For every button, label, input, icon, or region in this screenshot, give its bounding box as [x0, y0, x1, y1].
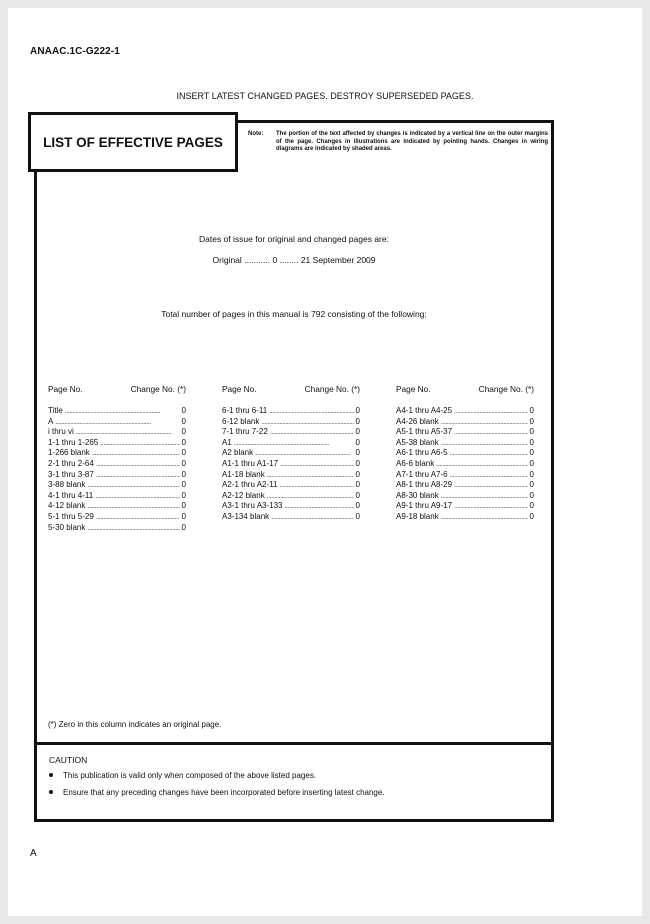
total-pages-line: Total number of pages in this manual is 792 consisting of the following: [161, 309, 427, 319]
page-range: 6-1 thru 6-11 [222, 406, 268, 415]
column-header [222, 384, 360, 394]
change-number: 0 [355, 416, 360, 426]
dot-leader [95, 492, 179, 503]
page-range: A5-38 blank [396, 437, 439, 447]
page-range: 3-1 thru 3-87 [48, 469, 94, 479]
page-entry-row [222, 501, 360, 512]
page-range: 6-12 blank [222, 416, 260, 426]
page-range: 1-1 thru 1-265 [48, 437, 99, 447]
dot-leader [441, 492, 528, 503]
page-entry-row [222, 470, 360, 481]
page-range: 7-1 thru 7-22 [222, 427, 268, 437]
page-range: i thru vi [48, 427, 74, 437]
page-range: A1 [222, 437, 232, 447]
change-number: 0 [529, 416, 534, 426]
page-entry-row [396, 491, 534, 502]
page-range: Title [48, 406, 63, 415]
page-entry-row [222, 480, 360, 491]
caution-item [49, 771, 385, 780]
change-number: 0 [529, 406, 534, 415]
dot-leader [87, 481, 179, 492]
page-range: A9-1 thru A9-17 [396, 501, 453, 511]
change-number: 0 [181, 427, 186, 437]
dot-leader [441, 418, 528, 429]
page-range: 5-30 blank [48, 522, 86, 532]
change-number: 0 [529, 480, 534, 490]
dot-leader [92, 449, 180, 460]
dot-leader [441, 513, 528, 524]
page-range: A2 blank [222, 448, 254, 458]
page-range: A4-26 blank [396, 416, 439, 426]
note-label: Note: [248, 131, 264, 137]
dot-leader [100, 439, 179, 450]
page-range: A [48, 416, 54, 426]
dot-leader [441, 439, 528, 450]
page-range: 4-12 blank [48, 501, 86, 511]
dot-leader [96, 471, 180, 482]
change-number: 0 [181, 522, 186, 532]
page-range: A2-1 thru A2-11 [222, 480, 278, 490]
dot-leader [450, 471, 528, 482]
page-entry-row [222, 512, 360, 523]
page-entry-row [396, 448, 534, 459]
dot-leader [284, 502, 353, 513]
dot-leader [96, 513, 180, 524]
page-range: A6-6 blank [396, 458, 435, 468]
page-no-header: Page No. [222, 384, 257, 394]
change-number: 0 [355, 480, 360, 490]
change-no-header: Change No. (*) [478, 384, 534, 394]
caution-item [49, 788, 385, 797]
document-page [8, 8, 642, 916]
dot-leader [269, 407, 353, 418]
column-header [48, 384, 186, 394]
bullet-icon [49, 790, 53, 794]
page-title: LIST OF EFFECTIVE PAGES [43, 134, 223, 150]
change-no-header: Change No. (*) [304, 384, 360, 394]
change-number: 0 [355, 437, 360, 447]
change-number: 0 [529, 501, 534, 511]
page-no-header: Page No. [396, 384, 431, 394]
column-header [396, 384, 534, 394]
page-entry-row [222, 427, 360, 438]
page-range: A3-134 blank [222, 511, 270, 521]
dot-leader [454, 407, 528, 418]
page-entry-row [48, 417, 186, 428]
page-entry-row [48, 459, 186, 470]
page-entry-row [48, 438, 186, 449]
page-range: A9-18 blank [396, 511, 439, 521]
insert-instruction: INSERT LATEST CHANGED PAGES. DESTROY SUPERSEDED PAGES. [176, 91, 474, 101]
page-entry-row [48, 406, 186, 417]
change-number: 0 [355, 511, 360, 521]
dot-leader [87, 502, 179, 513]
change-number: 0 [181, 458, 186, 468]
page-range: A2-12 blank [222, 490, 265, 500]
page-range: A3-1 thru A3-133 [222, 501, 283, 511]
page-entry-row [222, 406, 360, 417]
page-range: A1-1 thru A1-17 [222, 458, 279, 468]
change-number: 0 [355, 427, 360, 437]
dot-leader [436, 460, 527, 471]
page-entry-row [222, 491, 360, 502]
change-number: 0 [181, 501, 186, 511]
dot-leader [267, 471, 354, 482]
page-entry-row [222, 417, 360, 428]
dates-heading: Dates of issue for original and changed pages are: [199, 234, 389, 244]
pages-column-2 [222, 384, 360, 523]
page-entry-row [222, 438, 360, 449]
change-number: 0 [529, 458, 534, 468]
change-number: 0 [181, 480, 186, 490]
change-number: 0 [355, 490, 360, 500]
change-number: 0 [181, 490, 186, 500]
change-number: 0 [355, 458, 360, 468]
pages-column-1 [48, 384, 186, 533]
caution-box [34, 742, 554, 822]
change-number: 0 [181, 511, 186, 521]
title-box [28, 112, 238, 172]
page-entry-row [396, 438, 534, 449]
caution-title: CAUTION [49, 755, 88, 765]
page-range: A5-1 thru A5-37 [396, 427, 453, 437]
page-range: 5-1 thru 5-29 [48, 511, 94, 521]
page-no-header: Page No. [48, 384, 83, 394]
page-range: 1-266 blank [48, 448, 90, 458]
change-number: 0 [181, 469, 186, 479]
page-range: A8-30 blank [396, 490, 439, 500]
page-entry-row [396, 470, 534, 481]
change-number: 0 [529, 448, 534, 458]
change-number: 0 [529, 490, 534, 500]
change-number: 0 [355, 469, 360, 479]
page-entry-row [48, 491, 186, 502]
caution-list [49, 771, 385, 805]
change-number: 0 [181, 448, 186, 458]
change-number: 0 [181, 416, 186, 426]
dot-leader [87, 524, 179, 535]
dot-leader [450, 449, 528, 460]
document-id: ANAAC.1C-G222-1 [30, 46, 120, 57]
change-number: 0 [355, 448, 360, 458]
dot-leader [270, 428, 354, 439]
change-number: 0 [529, 427, 534, 437]
note-text: The portion of the text affected by changes is indicated by a vertical line on the outer margins of the page. Changes in illustrations are indicated by pointing hands. Changes in wiring diagrams are indicated by shaded areas. [276, 131, 548, 152]
page-range: A7-1 thru A7-6 [396, 469, 448, 479]
dot-leader [454, 428, 528, 439]
caution-item-text: This publication is valid only when composed of the above listed pages. [63, 771, 317, 780]
page-entry-row [396, 427, 534, 438]
dot-leader [279, 481, 353, 492]
original-issue-line: Original ........... 0 ........ 21 September 2009 [212, 255, 376, 265]
dot-leader [271, 513, 353, 524]
page-range: A6-1 thru A6-5 [396, 448, 448, 458]
page-range: 2-1 thru 2-64 [48, 458, 94, 468]
page-entry-row [48, 512, 186, 523]
page-number: A [30, 848, 37, 859]
page-range: A4-1 thru A4-25 [396, 406, 453, 415]
page-entry-row [396, 501, 534, 512]
change-number: 0 [529, 511, 534, 521]
page-entry-row [396, 406, 534, 417]
page-range: A1-18 blank [222, 469, 265, 479]
page-range: 3-88 blank [48, 480, 86, 490]
change-no-header: Change No. (*) [130, 384, 186, 394]
page-entry-row [48, 448, 186, 459]
page-range: 4-1 thru 4-11 [48, 490, 94, 500]
page-entry-row [222, 459, 360, 470]
dot-leader [96, 460, 180, 471]
change-number: 0 [181, 437, 186, 447]
page-entry-row [396, 417, 534, 428]
change-number: 0 [529, 437, 534, 447]
dot-leader [454, 502, 528, 513]
dot-leader [280, 460, 354, 471]
dot-leader [454, 481, 528, 492]
pages-column-3 [396, 384, 534, 523]
page-entry-row [222, 448, 360, 459]
page-range: A8-1 thru A8-29 [396, 480, 453, 490]
caution-item-text: Ensure that any preceding changes have been incorporated before inserting latest change. [63, 788, 385, 797]
change-number: 0 [181, 406, 186, 415]
page-entry-row [396, 480, 534, 491]
change-number: 0 [529, 469, 534, 479]
page-entry-row [48, 501, 186, 512]
change-number: 0 [355, 501, 360, 511]
page-entry-row [48, 480, 186, 491]
change-number: 0 [355, 406, 360, 415]
change-note [248, 131, 548, 154]
page-entry-row [48, 470, 186, 481]
bullet-icon [49, 773, 53, 777]
footnote: (*) Zero in this column indicates an original page. [48, 720, 222, 729]
page-entry-row [48, 523, 186, 534]
dot-leader [261, 418, 353, 429]
page-entry-row [396, 512, 534, 523]
page-entry-row [48, 427, 186, 438]
dot-leader [65, 407, 180, 418]
page-entry-row [396, 459, 534, 470]
